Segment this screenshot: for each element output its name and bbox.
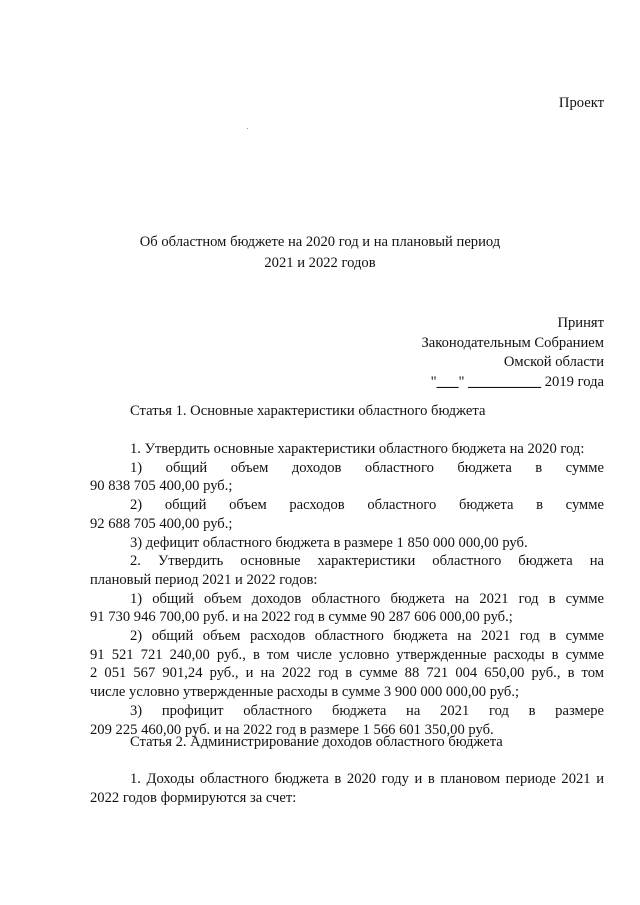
date-day-blank: ___	[436, 373, 459, 390]
draft-stamp: Проект	[558, 95, 604, 111]
article-2-heading: Статья 2. Администрирование доходов областного бюджета	[130, 734, 503, 750]
article-1-line: 1) общий объем доходов областного бюджета на 2021 год в сумме	[130, 590, 604, 607]
article-1-line: 90 838 705 400,00 руб.;	[90, 478, 233, 495]
article-1-line: 3) дефицит областного бюджета в размере 1 850 000 000,00 руб.	[130, 534, 528, 551]
article-1-line: 2) общий объем расходов областного бюджета на 2021 год в сумме	[130, 628, 604, 645]
article-2-line: 2022 годов формируются за счет:	[90, 789, 297, 806]
date-quote-open: "	[430, 373, 437, 390]
scan-speck	[247, 128, 248, 129]
article-1-line: 2) общий объем расходов областного бюджета в сумме	[130, 497, 604, 514]
article-1-line: 92 688 705 400,00 руб.;	[90, 515, 233, 532]
article-1-line: 2. Утвердить основные характеристики областного бюджета на	[130, 553, 604, 570]
article-1-line: 2 051 567 901,24 руб., и на 2022 год в сумме 88 721 004 650,00 руб., в том	[90, 665, 604, 682]
article-1-line: 1. Утвердить основные характеристики областного бюджета на 2020 год:	[130, 441, 585, 457]
document-title	[0, 232, 640, 274]
date-year: 2019 года	[544, 373, 604, 390]
adoption-date	[422, 373, 605, 393]
adoption-line-2: Законодательным Собранием	[421, 334, 604, 351]
article-2-body	[90, 770, 604, 807]
article-1-line: 1) общий объем доходов областного бюджета в сумме	[130, 459, 604, 476]
adoption-line-1: Принят	[557, 315, 604, 331]
article-1-line: 91 521 721 240,00 руб., в том числе условно утвержденные расходы в сумме	[90, 646, 604, 663]
article-1-line: 3) профицит областного бюджета на 2021 год в размере	[130, 702, 604, 719]
article-1-heading: Статья 1. Основные характеристики областного бюджета	[130, 403, 486, 419]
article-1-line: числе условно утвержденные расходы в сумме 3 900 000 000,00 руб.;	[90, 684, 520, 701]
article-2-line: 1. Доходы областного бюджета в 2020 году и в плановом периоде 2021 и	[130, 771, 604, 787]
date-quote-close: "	[458, 373, 465, 390]
adoption-block	[422, 314, 605, 392]
article-1-line: 91 730 946 700,00 руб. и на 2022 год в сумме 90 287 606 000,00 руб.;	[90, 609, 513, 626]
article-1-body	[90, 440, 604, 739]
date-month-blank: __________	[468, 373, 542, 390]
article-1-line: 209 225 460,00 руб. и на 2022 год в размере 1 566 601 350,00 руб.	[90, 721, 494, 738]
title-line-2: 2021 и 2022 годов	[264, 255, 376, 271]
title-line-1: Об областном бюджете на 2020 год и на плановый период	[139, 234, 501, 250]
adoption-line-3: Омской области	[503, 354, 604, 370]
article-1-line: плановый период 2021 и 2022 годов:	[90, 571, 318, 588]
